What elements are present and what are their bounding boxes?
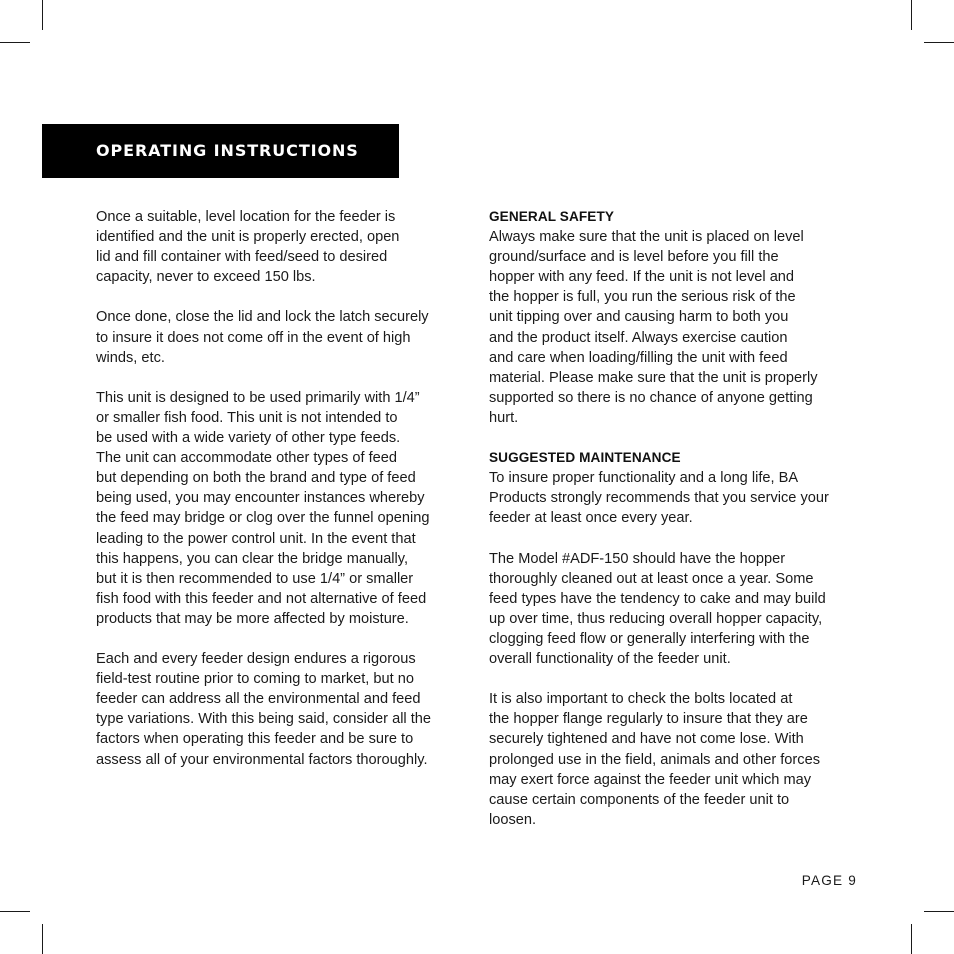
crop-mark-top-left-vertical (42, 0, 43, 30)
maintenance-paragraph-cleaning: The Model #ADF-150 should have the hopper thoroughly cleaned out at least once a year. Some feed types have the tendency to cake and may build up over time, thus reducing overall hopper capacity, clogging feed flow or generally interfering with the overall functionality of the feeder unit. (489, 550, 826, 668)
crop-mark-top-right-horizontal (924, 42, 954, 43)
maintenance-paragraph-bolts: It is also important to check the bolts located at the hopper flange regularly to insure that they are securely tightened and have not come lose. With prolonged use in the field, animals and other forces may exert force against the feeder unit which may cause certain components of the feeder unit to loosen. (489, 691, 820, 828)
suggested-maintenance-heading: SUGGESTED MAINTENANCE (489, 450, 681, 466)
paragraph-closing-lid: Once done, close the lid and lock the latch securely to insure it does not come off in the event of high winds, etc. (96, 309, 429, 366)
left-column (96, 207, 470, 790)
crop-mark-top-right-vertical (911, 0, 912, 30)
right-column (489, 207, 861, 850)
crop-mark-bottom-right-vertical (911, 924, 912, 954)
page-title: OPERATING INSTRUCTIONS (96, 141, 359, 160)
maintenance-paragraph-service: To insure proper functionality and a long life, BA Products strongly recommends that you service your feeder at least once every year. (489, 470, 829, 527)
crop-mark-top-left-horizontal (0, 42, 30, 43)
general-safety-text: Always make sure that the unit is placed on level ground/surface and is level before you fill the hopper with any feed. If the unit is not level and the hopper is full, you run the serious risk of the unit tipping over and causing harm to both you and the product itself. Always exercise caution and care when loading/filling the unit with feed material. Please make sure that the unit is properly supported so there is no chance of anyone getting hurt. (489, 229, 818, 426)
page-number: PAGE 9 (801, 873, 857, 888)
crop-mark-bottom-right-horizontal (924, 911, 954, 912)
crop-mark-bottom-left-horizontal (0, 911, 30, 912)
section-header-bar (42, 124, 399, 178)
paragraph-field-testing: Each and every feeder design endures a rigorous field-test routine prior to coming to market, but no feeder can address all the environmental and feed type variations. With this being said, consider all the factors when operating this feeder and be sure to assess all of your environmental factors thoroughly. (96, 651, 432, 768)
general-safety-heading: GENERAL SAFETY (489, 209, 615, 224)
paragraph-filling-feeder: Once a suitable, level location for the feeder is identified and the unit is properly erected, open lid and fill container with feed/seed to desired capacity, never to exceed 150 lbs. (96, 209, 400, 286)
paragraph-feed-type: This unit is designed to be used primarily with 1/4” or smaller fish food. This unit is not intended to be used with a wide variety of other type feeds. The unit can accommodate other types of feed but depending on both the brand and type of feed being used, you may encounter instances whereby the feed may bridge or clog over the funnel opening leading to the power control unit. In the event that this happens, you can clear the bridge manually, but it is then recommended to use 1/4” or smaller fish food with this feeder and not alternative of feed products that may be more affected by moisture. (96, 389, 430, 627)
crop-mark-bottom-left-vertical (42, 924, 43, 954)
